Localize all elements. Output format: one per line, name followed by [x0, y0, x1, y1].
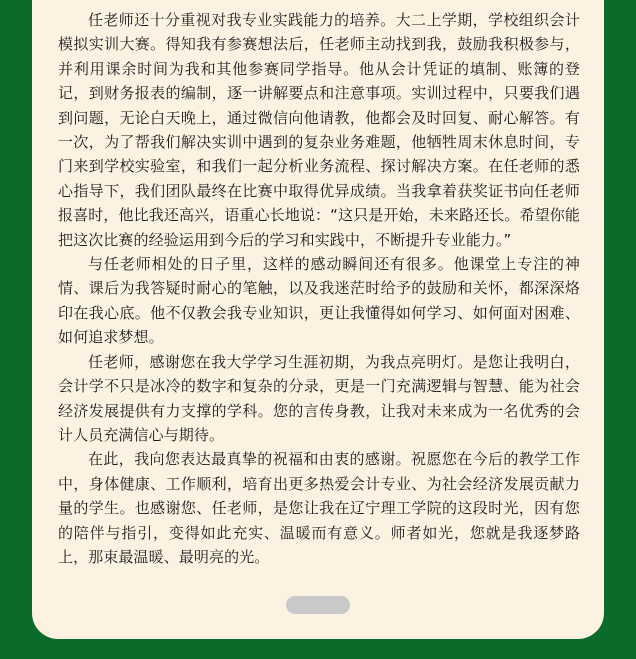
- letter-paragraph-2: 与任老师相处的日子里，这样的感动瞬间还有很多。他课堂上专注的神情、课后为我答疑时耐心的笔触，以及我迷茫时给予的鼓励和关怀，都深深烙印在我心底。他不仅教会我专业知识，更让我懂得如何学习、如何面对困难、如何追求梦想。: [58, 255, 580, 347]
- letter-card: [32, 0, 604, 639]
- letter-paragraph-1: 任老师还十分重视对我专业实践能力的培养。大二上学期，学校组织会计模拟实训大赛。得知我有参赛想法后，任老师主动找到我，鼓励我积极参与，并利用课余时间为我和其他参赛同学指导。他从会计凭证的填制、账簿的登记，到财务报表的编制，逐一讲解要点和注意事项。实训过程中，只要我们遇到问题，无论白天晚上，通过微信向他请教，他都会及时回复、耐心解答。有一次，为了帮我们解决实训中遇到的复杂业务难题，他牺牲周末休息时间，专门来到学校实验室，和我们一起分析业务流程、探讨解决方案。在任老师的悉心指导下，我们团队最终在比赛中取得优异成绩。当我拿着获奖证书向任老师报喜时，他比我还高兴，语重心长地说：“这只是开始，未来路还长。希望你能把这次比赛的经验运用到今后的学习和实践中，不断提升专业能力。”: [58, 11, 580, 249]
- letter-paragraph-3: 任老师，感谢您在我大学学习生涯初期，为我点亮明灯。是您让我明白，会计学不只是冰冷的数字和复杂的分录，更是一门充满逻辑与智慧、能为社会经济发展提供有力支撑的学科。您的言传身教，让我对未来成为一名优秀的会计人员充满信心与期待。: [58, 352, 580, 444]
- scroll-handle[interactable]: [286, 596, 350, 614]
- letter-paragraph-4: 在此，我向您表达最真挚的祝福和由衷的感谢。祝愿您在今后的教学工作中，身体健康、工作顺利，培育出更多热爱会计专业、为社会经济发展贡献力量的学生。也感谢您、任老师，是您让我在辽宁理工学院的这段时光，因有您的陪伴与指引，变得如此充实、温暖而有意义。师者如光，您就是我逐梦路上，那束最温暖、最明亮的光。: [58, 450, 580, 566]
